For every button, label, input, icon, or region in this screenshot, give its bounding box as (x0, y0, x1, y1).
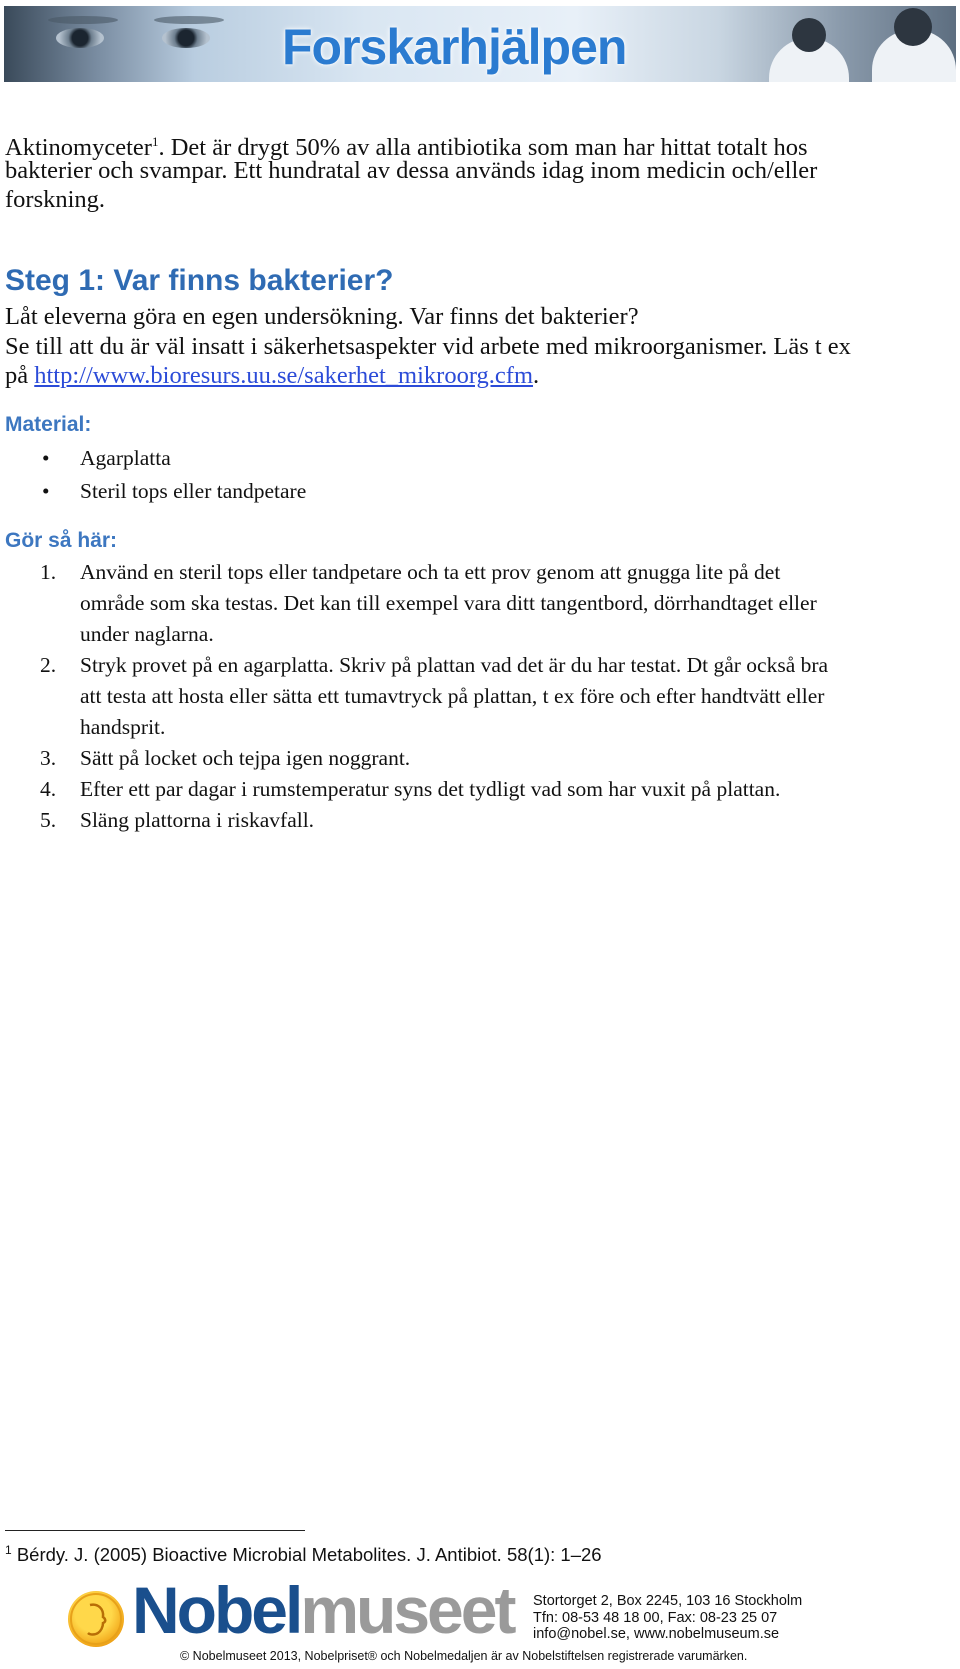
step1-line-2: Se till att du är väl insatt i säkerhetsaspekter vid arbete med mikroorganismer. Läs t ex (5, 333, 851, 360)
step-text (80, 774, 942, 805)
bioresurs-link[interactable]: http://www.bioresurs.uu.se/sakerhet_mikroorg.cfm (34, 362, 534, 389)
step-line: Släng plattorna i riskavfall. (80, 808, 315, 832)
footer-address: Stortorget 2, Box 2245, 103 16 Stockholm (533, 1593, 803, 1609)
step1-line-1: Låt eleverna göra en egen undersökning. Var finns det bakterier? (5, 303, 639, 330)
footnote-number: 1 (5, 1543, 12, 1557)
nobel-medal-icon (68, 1591, 124, 1647)
footnote-divider (5, 1530, 305, 1531)
scientist-head-2 (894, 8, 932, 46)
footnote-ref: 1 (151, 134, 159, 149)
header-banner (4, 6, 956, 82)
step-text (80, 743, 942, 774)
face-brow-right (154, 16, 224, 24)
footer-phone: Tfn: 08-53 48 18 00, Fax: 08-23 25 07 (533, 1609, 778, 1626)
face-eye-right (162, 28, 210, 48)
banner-title: Forskarhjälpen (282, 19, 627, 75)
step-line: att testa att hosta eller sätta ett tumavtryck på plattan, t ex före och efter handtvätt eller (80, 684, 825, 708)
step-line: Stryk provet på en agarplatta. Skriv på plattan vad det är du har testat. Dt går också bra (80, 653, 829, 677)
step-text (80, 805, 942, 836)
face-eye-left (56, 28, 104, 48)
footer-contact (533, 1593, 802, 1643)
howto-heading: Gör så här: (5, 529, 118, 552)
material-item-label: Steril tops eller tandpetare (80, 479, 307, 503)
scientist-head-1 (792, 18, 826, 52)
intro-line-3: forskning. (5, 186, 106, 213)
logo-museet-text: museet (300, 1573, 514, 1647)
intro-line-2: bakterier och svampar. Ett hundratal av dessa används idag inom medicin och/eller (5, 157, 818, 184)
material-item-label: Agarplatta (80, 446, 171, 470)
step1-line-3 (5, 361, 539, 390)
step1-line-3-suffix: . (533, 362, 540, 389)
step-number: 5. (40, 808, 57, 832)
intro-text-a: Aktinomyceter (5, 134, 152, 162)
step-line: Sätt på locket och tejpa igen noggrant. (80, 746, 411, 770)
step-text (80, 557, 942, 650)
step-number: 3. (40, 746, 57, 770)
step1-line-3-prefix: på (5, 362, 35, 389)
footnote-text: Bérdy. J. (2005) Bioactive Microbial Metabolites. J. Antibiot. 58(1): 1–26 (11, 1544, 602, 1566)
footer-copyright: © Nobelmuseet 2013, Nobelpriset® och Nobelmedaljen är av Nobelstiftelsen registrerade varumärken. (180, 1649, 748, 1663)
step-number: 2. (40, 653, 57, 677)
step-number: 4. (40, 777, 57, 801)
nobelmuseet-logo (132, 1572, 513, 1648)
step-text (80, 650, 942, 743)
step-number: 1. (40, 560, 57, 584)
bullet-marker: • (42, 479, 50, 503)
medal-profile-icon (68, 1591, 124, 1647)
step-line: under naglarna. (80, 622, 214, 646)
footnote (5, 1543, 602, 1566)
face-brow-left (48, 16, 118, 24)
step-line: handsprit. (80, 715, 166, 739)
step-line: område som ska testas. Det kan till exempel vara ditt tangentbord, dörrhandtaget eller (80, 591, 817, 615)
intro-text-b: . Det är drygt 50% av alla antibiotika som man har hittat totalt hos (158, 134, 808, 162)
footer-web: info@nobel.se, www.nobelmuseum.se (533, 1626, 780, 1642)
logo-nobel-text: Nobel (132, 1573, 301, 1647)
bullet-marker: • (42, 446, 50, 470)
step1-heading: Steg 1: Var finns bakterier? (5, 264, 394, 297)
step-line: Använd en steril tops eller tandpetare och ta ett prov genom att gnugga lite på det (80, 560, 781, 584)
material-heading: Material: (5, 413, 92, 436)
step-line: Efter ett par dagar i rumstemperatur syns det tydligt vad som har vuxit på plattan. (80, 777, 781, 801)
